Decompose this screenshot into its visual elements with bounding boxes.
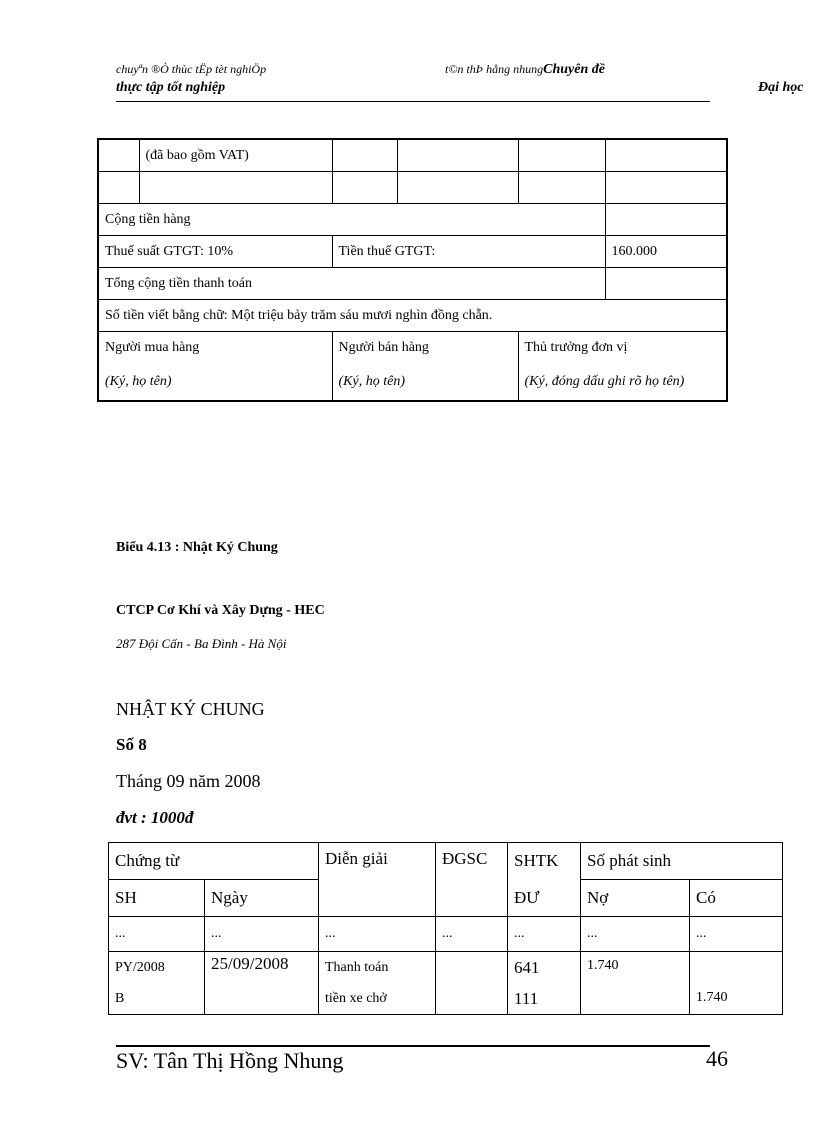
company-address: 287 Đội Cấn - Ba Đình - Hà Nội: [116, 636, 287, 651]
col-debit: Nợ: [581, 880, 690, 917]
signature-buyer: Người mua hàng: [98, 332, 332, 365]
journal-number: Số 8: [116, 735, 147, 754]
table-caption: Biểu 4.13 : Nhật Ký Chung: [116, 540, 278, 555]
footer-page-number: 46: [706, 1046, 728, 1071]
signature-head: Thủ trưởng đơn vị: [518, 332, 727, 365]
invoice-row-vat: [98, 236, 727, 268]
invoice-cell: [518, 139, 605, 172]
footer-rule: [116, 1045, 710, 1047]
col-amount: Số phát sinh: [581, 843, 783, 880]
invoice-row-signature-notes: [98, 364, 727, 401]
entry-credit: 1.740: [690, 952, 783, 1015]
col-voucher: Chứng từ: [109, 843, 319, 880]
header-left-line2: thực tập tốt nghiệp: [116, 80, 226, 95]
invoice-amount-in-words: Số tiền viết bằng chữ: Một triệu bảy trăm sáu mươi nghìn đồng chẵn.: [98, 300, 727, 332]
invoice-row-grand-total: [98, 268, 727, 300]
entry-sh: [109, 952, 205, 1015]
header-middle-bold: Chuyên đề: [543, 62, 605, 77]
entry-desc-line2: tiền xe chở: [325, 991, 387, 1006]
col-account-sub: ĐƯ: [508, 880, 581, 917]
journal-dots-cell: ...: [508, 917, 581, 952]
entry-desc-line1: Thanh toán: [325, 960, 389, 975]
journal-dots-cell: ...: [109, 917, 205, 952]
journal-dots-cell: ...: [436, 917, 508, 952]
col-credit: Có: [690, 880, 783, 917]
journal-dots-cell: ...: [205, 917, 319, 952]
col-sh: SH: [109, 880, 205, 917]
invoice-cell: [605, 139, 727, 172]
journal-entry-row: [109, 952, 783, 1015]
invoice-cell: [605, 172, 727, 204]
invoice-vat-amount-value: 160.000: [605, 236, 727, 268]
entry-account-line2: 111: [514, 989, 539, 1008]
journal-unit: đvt : 1000đ: [116, 808, 194, 827]
col-date: Ngày: [205, 880, 319, 917]
entry-ledger: [436, 952, 508, 1015]
invoice-row-words: [98, 300, 727, 332]
invoice-goods-total-label: Cộng tiền hàng: [98, 204, 605, 236]
entry-debit: 1.740: [581, 952, 690, 1015]
signature-seller: Người bán hàng: [332, 332, 518, 365]
journal-header-row-1: [109, 843, 783, 880]
header-left-line1: chuyªn ®Ò thùc tËp tèt nghiÖp: [116, 62, 267, 76]
invoice-row-vat-included: [98, 139, 727, 172]
invoice-row-goods-total: [98, 204, 727, 236]
invoice-cell: [397, 172, 518, 204]
signature-buyer-note: (Ký, họ tên): [98, 364, 332, 401]
invoice-cell: [397, 139, 518, 172]
invoice-vat-amount-label: Tiền thuế GTGT:: [332, 236, 605, 268]
invoice-grand-total-label: Tổng cộng tiền thanh toán: [98, 268, 605, 300]
header-right: Đại học: [758, 80, 804, 95]
signature-head-note: (Ký, đóng dấu ghi rõ họ tên): [518, 364, 727, 401]
entry-sh-line2: B: [115, 991, 125, 1006]
entry-account: [508, 952, 581, 1015]
company-name: CTCP Cơ Khí và Xây Dựng - HEC: [116, 603, 325, 618]
header-middle-plain: t©n thÞ hång nhung: [445, 62, 544, 76]
journal-dots-cell: ...: [319, 917, 436, 952]
entry-sh-line1: PY/2008: [115, 960, 165, 975]
invoice-cell: [332, 139, 397, 172]
col-ledger: ĐGSC: [436, 843, 508, 917]
invoice-cell: [332, 172, 397, 204]
entry-account-line1: 641: [514, 958, 540, 977]
header-rule: [116, 101, 710, 102]
journal-month: Tháng 09 năm 2008: [116, 771, 261, 791]
footer-student: SV: Tân Thị Hồng Nhung: [116, 1048, 344, 1073]
invoice-cell: [98, 139, 139, 172]
col-description: Diễn giải: [319, 843, 436, 917]
entry-description: [319, 952, 436, 1015]
invoice-row-empty: [98, 172, 727, 204]
invoice-cell: [139, 172, 332, 204]
journal-table: [108, 842, 783, 1015]
invoice-vat-included: (đã bao gồm VAT): [139, 139, 332, 172]
journal-dots-row: [109, 917, 783, 952]
signature-seller-note: (Ký, họ tên): [332, 364, 518, 401]
entry-date: 25/09/2008: [205, 952, 319, 1015]
invoice-cell: [518, 172, 605, 204]
invoice-goods-total-value: [605, 204, 727, 236]
invoice-table: [97, 138, 728, 402]
journal-dots-cell: ...: [581, 917, 690, 952]
invoice-grand-total-value: [605, 268, 727, 300]
invoice-row-signature-roles: [98, 332, 727, 365]
col-account: SHTK: [508, 843, 581, 880]
journal-dots-cell: ...: [690, 917, 783, 952]
invoice-vat-rate: Thuế suất GTGT: 10%: [98, 236, 332, 268]
header-middle: [445, 62, 605, 78]
journal-title: NHẬT KÝ CHUNG: [116, 699, 265, 719]
invoice-cell: [98, 172, 139, 204]
